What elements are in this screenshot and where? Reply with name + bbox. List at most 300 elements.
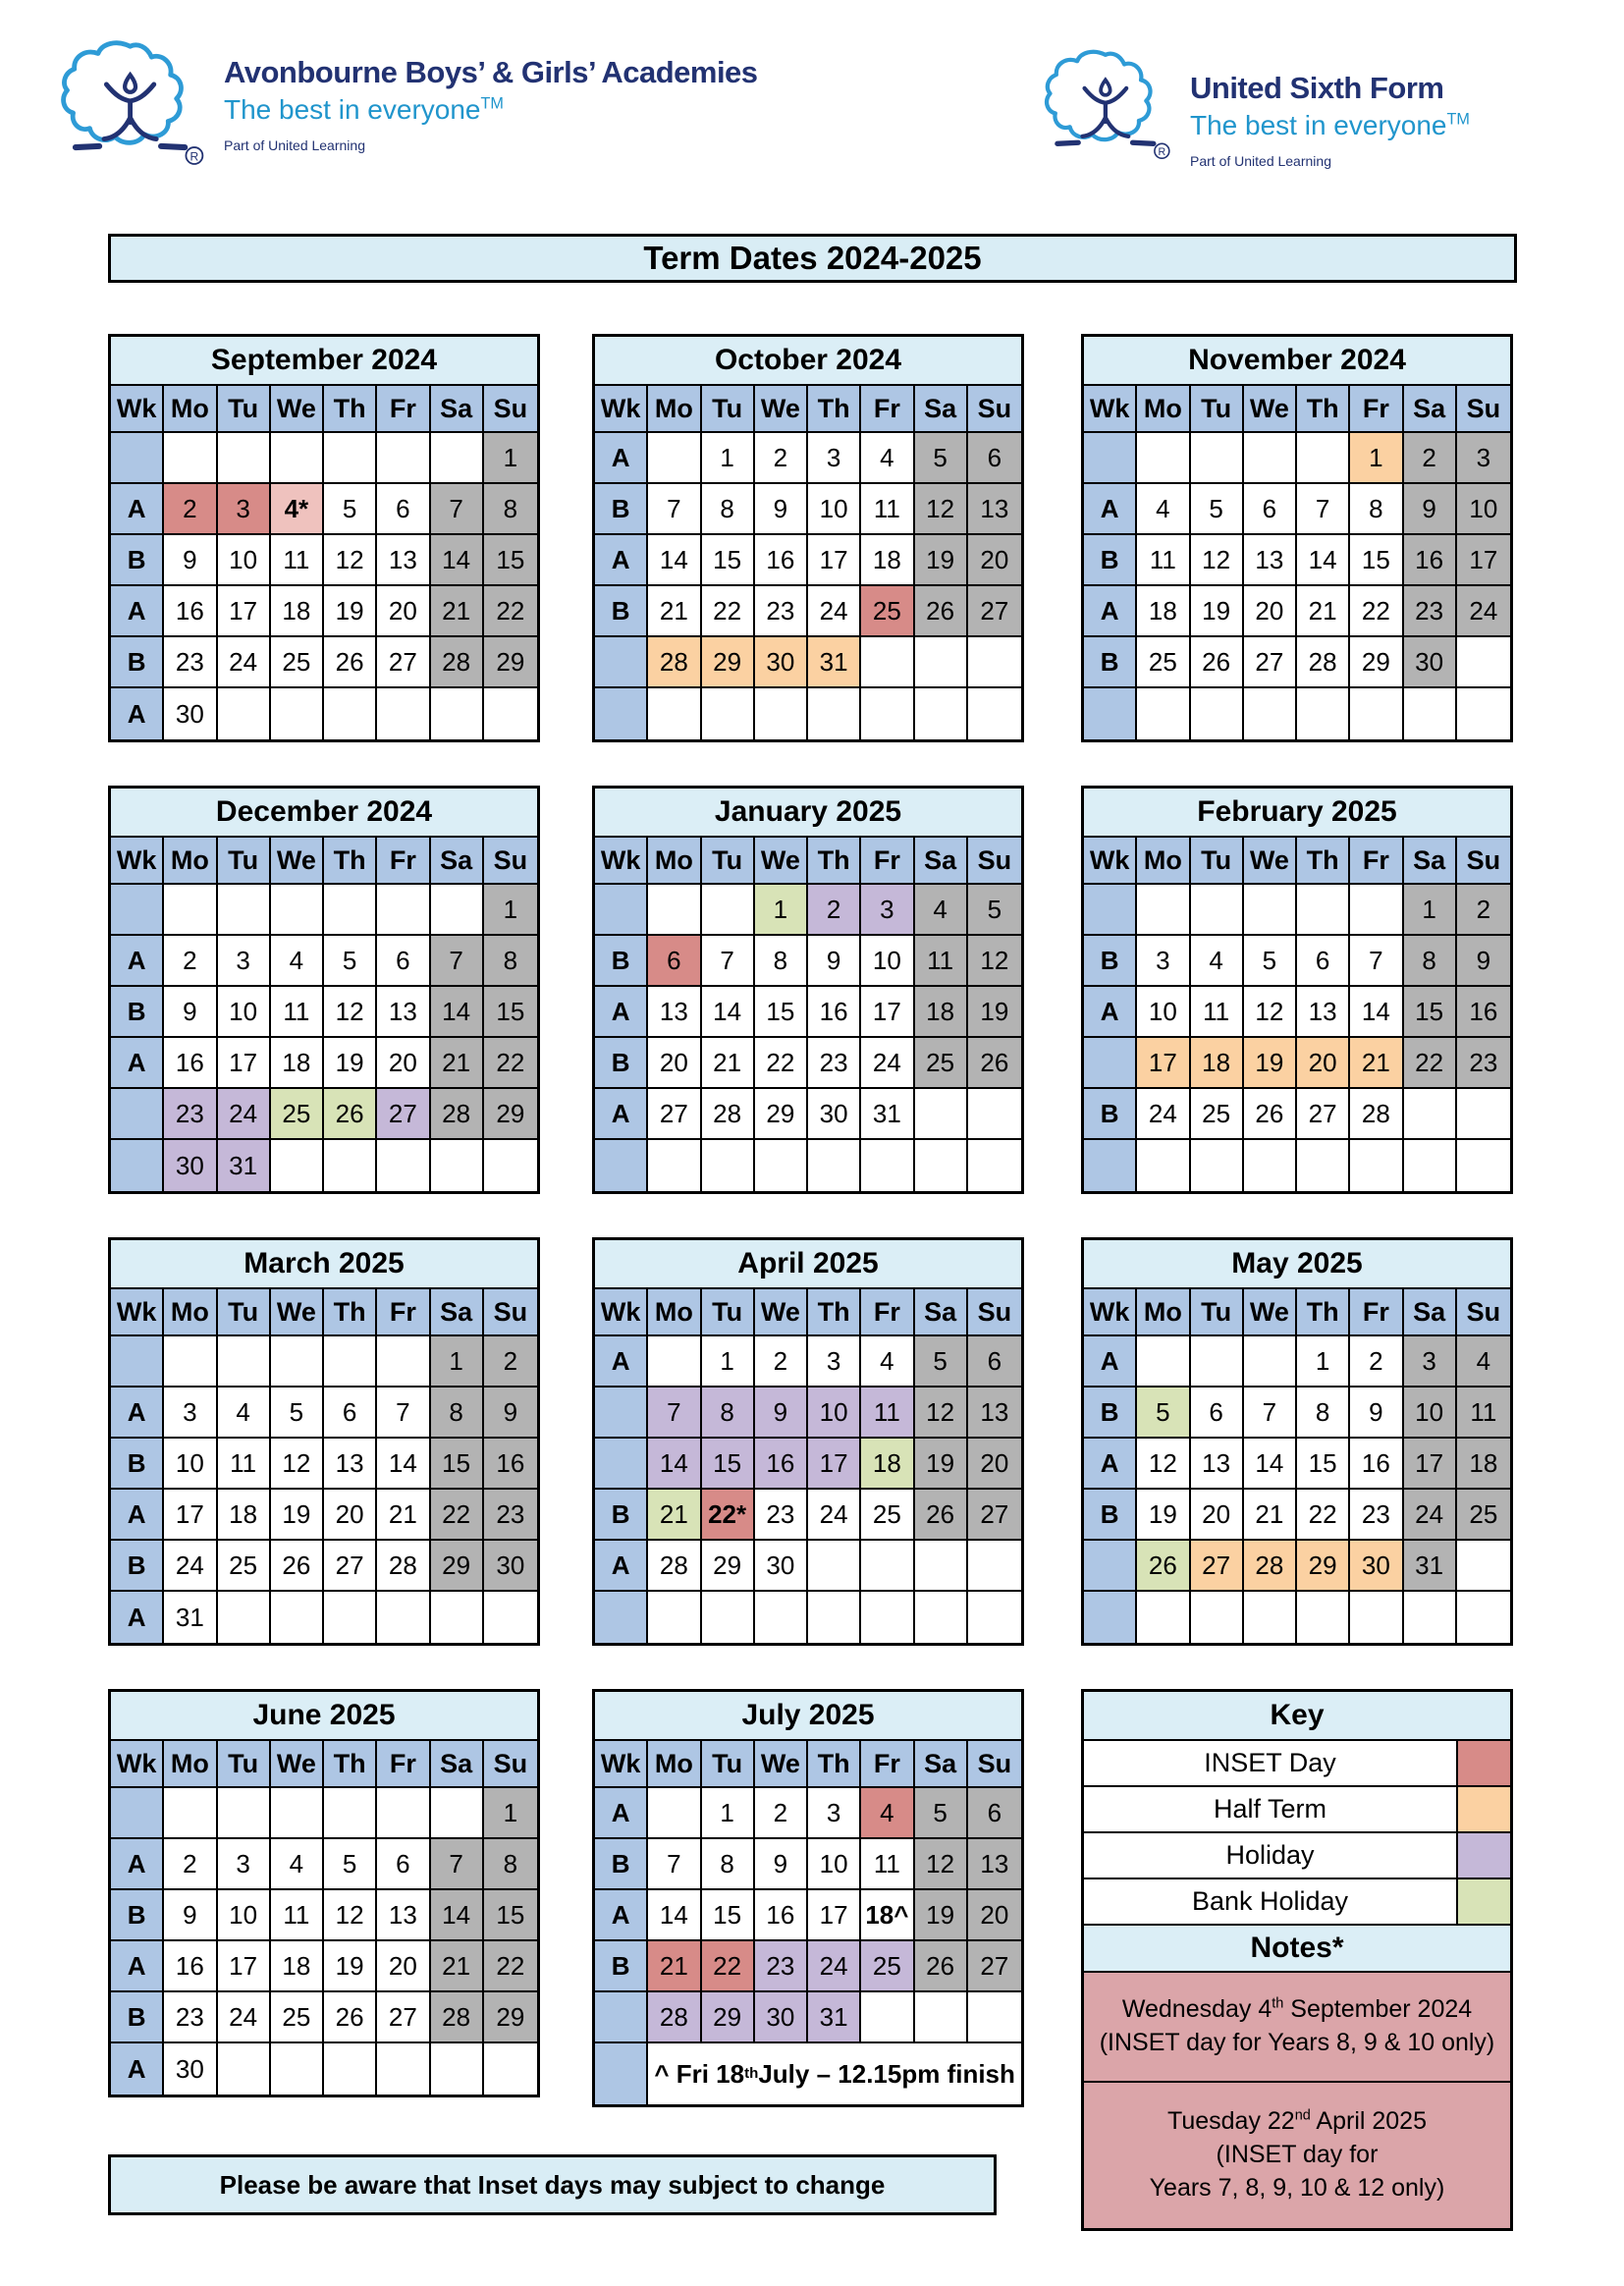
day-cell: 2 (808, 885, 861, 936)
day-cell: 17 (1457, 535, 1510, 586)
day-cell: 10 (808, 1388, 861, 1439)
week-label-cell: A (111, 586, 164, 637)
week-label-cell (1084, 885, 1137, 936)
day-cell: 15 (484, 535, 537, 586)
day-cell: 20 (1244, 586, 1297, 637)
day-cell: 24 (164, 1541, 217, 1592)
day-cell: 20 (1297, 1038, 1350, 1089)
week-label-cell: B (1084, 1089, 1137, 1140)
day-cell: 3 (808, 433, 861, 484)
day-cell: 20 (324, 1490, 377, 1541)
week-label-cell: A (111, 1038, 164, 1089)
day-cell: 29 (755, 1089, 808, 1140)
day-cell: 20 (377, 1941, 430, 1992)
day-cell (1137, 1336, 1190, 1388)
day-cell: 15 (755, 987, 808, 1038)
day-cell: 9 (164, 1890, 217, 1941)
day-cell (702, 688, 755, 739)
avonbourne-logo-title: Avonbourne Boys’ & Girls’ Academies (224, 55, 758, 89)
day-cell: 22 (1404, 1038, 1457, 1089)
inset-note-1 (1084, 1973, 1510, 2083)
key-row-half-term (1084, 1787, 1510, 1833)
day-cell (1457, 637, 1510, 688)
day-cell: 4 (915, 885, 968, 936)
day-header-cell: Wk (111, 1741, 164, 1788)
day-cell: 11 (271, 987, 324, 1038)
day-header-cell: Th (1297, 386, 1350, 433)
day-cell: 16 (808, 987, 861, 1038)
day-cell (968, 1140, 1021, 1191)
day-cell: 29 (484, 637, 537, 688)
day-cell: 3 (164, 1388, 217, 1439)
day-cell: 25 (861, 1490, 914, 1541)
day-cell: 11 (1137, 535, 1190, 586)
day-cell (808, 688, 861, 739)
day-cell: 18 (271, 586, 324, 637)
day-cell: 16 (164, 586, 217, 637)
day-cell: 17 (808, 1439, 861, 1490)
day-cell: 30 (164, 688, 217, 739)
day-cell (377, 433, 430, 484)
day-cell: 21 (1350, 1038, 1403, 1089)
day-cell (968, 1089, 1021, 1140)
day-header-cell: Su (1457, 838, 1510, 885)
week-label-cell (1084, 1140, 1137, 1191)
day-cell (968, 688, 1021, 739)
day-cell: 19 (1244, 1038, 1297, 1089)
day-cell: 1 (1297, 1336, 1350, 1388)
day-header-cell: Tu (218, 1289, 271, 1336)
day-cell (1457, 1592, 1510, 1643)
day-header-cell: Sa (915, 1289, 968, 1336)
day-cell (377, 1336, 430, 1388)
day-header-cell: Fr (377, 386, 430, 433)
day-cell: 1 (755, 885, 808, 936)
month-march-2025 (108, 1237, 540, 1646)
day-cell: 1 (702, 1336, 755, 1388)
day-header-cell: Fr (861, 386, 914, 433)
month-title: April 2025 (595, 1240, 1021, 1289)
day-cell: 19 (1191, 586, 1244, 637)
day-cell: 21 (648, 1490, 701, 1541)
week-label-cell: B (1084, 1388, 1137, 1439)
week-label-cell: A (595, 1336, 648, 1388)
day-cell (218, 433, 271, 484)
day-cell: 1 (1404, 885, 1457, 936)
day-cell: 25 (1137, 637, 1190, 688)
day-cell (755, 1140, 808, 1191)
month-title: May 2025 (1084, 1240, 1510, 1289)
day-cell: 30 (484, 1541, 537, 1592)
day-cell: 17 (1137, 1038, 1190, 1089)
day-cell: 27 (377, 1089, 430, 1140)
day-header-cell: Mo (164, 386, 217, 433)
day-cell (861, 637, 914, 688)
day-cell (808, 1140, 861, 1191)
day-header-cell: Wk (595, 386, 648, 433)
week-label-cell: A (111, 936, 164, 987)
day-cell: 15 (702, 1439, 755, 1490)
day-cell: 11 (861, 1388, 914, 1439)
day-cell (1350, 688, 1403, 739)
day-header-cell: Su (484, 386, 537, 433)
day-cell: 21 (648, 1941, 701, 1992)
week-label-cell: B (111, 1992, 164, 2043)
day-cell: 24 (1457, 586, 1510, 637)
day-cell: 10 (1404, 1388, 1457, 1439)
day-cell (861, 1140, 914, 1191)
day-cell: 2 (755, 1336, 808, 1388)
day-cell: 13 (1297, 987, 1350, 1038)
day-header-cell: Th (324, 1741, 377, 1788)
day-cell (915, 1992, 968, 2043)
month-november-2024 (1081, 334, 1513, 742)
day-cell: 27 (648, 1089, 701, 1140)
week-label-cell: A (1084, 586, 1137, 637)
day-header-cell: Fr (1350, 1289, 1403, 1336)
united-sixth-form-logo (1043, 43, 1470, 169)
day-header-cell: Fr (1350, 838, 1403, 885)
day-cell: 23 (164, 637, 217, 688)
day-cell: 23 (755, 1490, 808, 1541)
day-cell: 4 (1191, 936, 1244, 987)
month-june-2025 (108, 1689, 540, 2097)
day-cell (1244, 433, 1297, 484)
day-header-cell: Wk (595, 838, 648, 885)
day-cell (915, 1541, 968, 1592)
week-label-cell: A (595, 433, 648, 484)
day-cell: 11 (861, 484, 914, 535)
day-cell: 10 (1457, 484, 1510, 535)
day-cell: 25 (271, 1089, 324, 1140)
sixth-form-logo-text (1190, 43, 1470, 169)
day-cell: 14 (431, 987, 484, 1038)
month-title: September 2024 (111, 337, 537, 386)
day-cell: 11 (1457, 1388, 1510, 1439)
week-label-cell: B (595, 1038, 648, 1089)
day-header-cell: Tu (702, 386, 755, 433)
day-cell: 28 (431, 1992, 484, 2043)
day-cell: 1 (702, 1788, 755, 1839)
day-cell: 11 (271, 1890, 324, 1941)
day-cell: 3 (1457, 433, 1510, 484)
day-cell (1244, 688, 1297, 739)
week-label-cell: A (1084, 1336, 1137, 1388)
month-january-2025 (592, 786, 1024, 1194)
week-label-cell (111, 1140, 164, 1191)
day-cell: 28 (648, 1992, 701, 2043)
sixth-form-logo-title: United Sixth Form (1190, 71, 1444, 105)
day-cell: 20 (648, 1038, 701, 1089)
day-cell: 7 (1244, 1388, 1297, 1439)
day-cell: 8 (1350, 484, 1403, 535)
week-label-cell (595, 2043, 648, 2104)
day-header-cell: Mo (1137, 1289, 1190, 1336)
day-cell: 16 (755, 535, 808, 586)
avonbourne-logo (59, 33, 758, 176)
day-header-cell: Su (1457, 1289, 1510, 1336)
day-cell: 5 (915, 1336, 968, 1388)
day-cell (431, 885, 484, 936)
day-cell: 4 (861, 1788, 914, 1839)
day-cell: 29 (702, 637, 755, 688)
day-header-cell: We (271, 838, 324, 885)
day-header-cell: Tu (1191, 1289, 1244, 1336)
month-title: June 2025 (111, 1692, 537, 1741)
day-cell: 20 (968, 1890, 1021, 1941)
day-header-cell: Th (324, 386, 377, 433)
week-label-cell (111, 1089, 164, 1140)
day-cell (915, 637, 968, 688)
day-cell: 16 (164, 1941, 217, 1992)
week-label-cell (595, 637, 648, 688)
day-cell (324, 1592, 377, 1643)
day-cell: 27 (968, 1490, 1021, 1541)
week-label-cell (1084, 1592, 1137, 1643)
day-cell: 8 (431, 1388, 484, 1439)
day-cell (1244, 1140, 1297, 1191)
day-header-cell: Su (484, 1289, 537, 1336)
week-label-cell: A (111, 1592, 164, 1643)
note-boxes (1084, 1973, 1510, 2228)
week-label-cell (595, 1388, 648, 1439)
day-cell: 12 (1191, 535, 1244, 586)
day-cell: 13 (1244, 535, 1297, 586)
day-cell (1297, 885, 1350, 936)
day-cell: 30 (755, 637, 808, 688)
day-cell: 30 (164, 1140, 217, 1191)
day-cell (648, 1788, 701, 1839)
day-header-cell: Sa (915, 1741, 968, 1788)
day-cell (324, 433, 377, 484)
day-cell: 30 (808, 1089, 861, 1140)
day-cell: 22 (1350, 586, 1403, 637)
day-cell: 10 (1137, 987, 1190, 1038)
day-cell: 18 (271, 1941, 324, 1992)
day-header-cell: We (271, 1289, 324, 1336)
day-cell (324, 688, 377, 739)
day-cell: 18 (1137, 586, 1190, 637)
day-cell: 18 (271, 1038, 324, 1089)
day-cell: 24 (1404, 1490, 1457, 1541)
day-cell: 24 (218, 637, 271, 688)
day-cell: 17 (808, 535, 861, 586)
day-cell: 5 (1137, 1388, 1190, 1439)
week-label-cell: B (111, 1439, 164, 1490)
day-cell: 2 (1404, 433, 1457, 484)
day-header-cell: Mo (1137, 838, 1190, 885)
day-cell: 25 (915, 1038, 968, 1089)
day-cell: 31 (1404, 1541, 1457, 1592)
month-title: July 2025 (595, 1692, 1021, 1741)
day-cell: 8 (702, 1839, 755, 1890)
day-cell: 6 (324, 1388, 377, 1439)
day-header-cell: Su (484, 1741, 537, 1788)
month-september-2024 (108, 334, 540, 742)
day-cell: 13 (1191, 1439, 1244, 1490)
day-cell (808, 1592, 861, 1643)
day-cell: 14 (1297, 535, 1350, 586)
week-label-cell: A (1084, 987, 1137, 1038)
day-cell (1191, 688, 1244, 739)
day-cell: 30 (755, 1992, 808, 2043)
week-label-cell (595, 885, 648, 936)
day-cell: 21 (1297, 586, 1350, 637)
day-cell: 3 (218, 1839, 271, 1890)
day-cell: 19 (324, 586, 377, 637)
day-cell: 5 (324, 936, 377, 987)
day-cell (271, 1788, 324, 1839)
week-label-cell: A (111, 1388, 164, 1439)
day-cell: 25 (1191, 1089, 1244, 1140)
day-cell: 16 (164, 1038, 217, 1089)
day-cell: 7 (431, 936, 484, 987)
day-cell (484, 688, 537, 739)
key-rows (1084, 1741, 1510, 1926)
day-cell: 19 (915, 1439, 968, 1490)
day-cell: 26 (1244, 1089, 1297, 1140)
day-cell: 27 (1191, 1541, 1244, 1592)
week-label-cell: A (1084, 1439, 1137, 1490)
day-header-cell: Th (808, 1289, 861, 1336)
page-title: Term Dates 2024-2025 (108, 234, 1517, 283)
day-cell (648, 885, 701, 936)
day-cell: 24 (218, 1089, 271, 1140)
day-header-cell: Tu (702, 1741, 755, 1788)
day-cell: 3 (1404, 1336, 1457, 1388)
month-december-2024 (108, 786, 540, 1194)
day-header-cell: Su (968, 838, 1021, 885)
month-may-2025 (1081, 1237, 1513, 1646)
day-cell: 27 (968, 1941, 1021, 1992)
day-cell: 6 (1244, 484, 1297, 535)
day-header-cell: Mo (1137, 386, 1190, 433)
day-cell (1137, 688, 1190, 739)
day-cell (1457, 1140, 1510, 1191)
week-label-cell: B (111, 1890, 164, 1941)
week-label-cell: A (111, 484, 164, 535)
day-cell: 4 (1137, 484, 1190, 535)
day-cell: 29 (702, 1541, 755, 1592)
school-logo-tree-icon (59, 33, 206, 176)
day-cell: 30 (755, 1541, 808, 1592)
key-label: Half Term (1084, 1787, 1456, 1831)
day-header-cell: Fr (861, 1741, 914, 1788)
day-cell: 22 (702, 586, 755, 637)
day-cell: 31 (164, 1592, 217, 1643)
day-cell: 20 (968, 1439, 1021, 1490)
inset-note-text: Wednesday 4th September 2024 (INSET day for Years 8, 9 & 10 only) (1099, 1995, 1495, 2056)
sixth-form-logo-subtitle: Part of United Learning (1190, 153, 1331, 169)
day-cell: 12 (324, 987, 377, 1038)
day-cell: 15 (702, 535, 755, 586)
day-cell: 2 (755, 433, 808, 484)
day-cell: 5 (324, 484, 377, 535)
month-title: January 2025 (595, 789, 1021, 838)
day-cell: 26 (915, 1490, 968, 1541)
day-cell: 13 (377, 987, 430, 1038)
day-cell (164, 433, 217, 484)
footer-note: Please be aware that Inset days may subject to change (108, 2154, 997, 2215)
day-header-cell: Th (1297, 838, 1350, 885)
week-label-cell: A (111, 1839, 164, 1890)
day-cell (377, 1788, 430, 1839)
week-label-cell: B (595, 1490, 648, 1541)
key-label: INSET Day (1084, 1741, 1456, 1785)
day-cell (1404, 688, 1457, 739)
week-label-cell: B (1084, 535, 1137, 586)
week-label-cell: B (595, 1839, 648, 1890)
day-cell: 4 (861, 433, 914, 484)
day-header-cell: Tu (218, 1741, 271, 1788)
day-cell: 24 (218, 1992, 271, 2043)
day-cell (1404, 1140, 1457, 1191)
day-cell: 21 (1244, 1490, 1297, 1541)
day-header-cell: Fr (377, 1289, 430, 1336)
day-cell: 11 (1191, 987, 1244, 1038)
day-cell (377, 2043, 430, 2095)
day-cell: 2 (484, 1336, 537, 1388)
day-header-cell: Sa (915, 386, 968, 433)
week-label-cell: A (111, 1490, 164, 1541)
day-cell: 28 (431, 1089, 484, 1140)
day-header-cell: Th (1297, 1289, 1350, 1336)
day-cell: 31 (218, 1140, 271, 1191)
month-april-2025 (592, 1237, 1024, 1646)
trademark-mark: TM (1446, 110, 1470, 129)
day-cell: 4 (1457, 1336, 1510, 1388)
day-cell: 17 (861, 987, 914, 1038)
day-cell: 12 (324, 535, 377, 586)
day-cell: 6 (377, 1839, 430, 1890)
day-header-cell: We (755, 386, 808, 433)
day-cell: 19 (915, 535, 968, 586)
day-cell: 14 (1350, 987, 1403, 1038)
key-swatch-bank-holiday (1456, 1879, 1510, 1924)
day-cell: 12 (968, 936, 1021, 987)
day-cell: 3 (218, 484, 271, 535)
day-cell: 28 (377, 1541, 430, 1592)
day-cell: 5 (271, 1388, 324, 1439)
day-cell: 6 (377, 936, 430, 987)
day-cell: 28 (648, 637, 701, 688)
week-label-cell (595, 1439, 648, 1490)
week-label-cell: B (1084, 1490, 1137, 1541)
day-cell: 7 (377, 1388, 430, 1439)
day-cell: 1 (702, 433, 755, 484)
day-cell: 15 (484, 1890, 537, 1941)
week-label-cell: B (1084, 637, 1137, 688)
day-cell: 15 (431, 1439, 484, 1490)
day-cell: 5 (915, 433, 968, 484)
day-header-cell: Su (1457, 386, 1510, 433)
day-cell: 29 (702, 1992, 755, 2043)
day-cell: 31 (861, 1089, 914, 1140)
day-cell: 21 (431, 1941, 484, 1992)
week-label-cell (595, 1140, 648, 1191)
day-cell: 24 (808, 586, 861, 637)
day-cell: 20 (377, 586, 430, 637)
day-cell: 26 (324, 1992, 377, 2043)
day-header-cell: Fr (377, 838, 430, 885)
week-label-cell: A (595, 1089, 648, 1140)
week-label-cell (1084, 1038, 1137, 1089)
day-cell (648, 1336, 701, 1388)
day-cell: 4 (271, 1839, 324, 1890)
day-cell: 26 (324, 637, 377, 688)
day-cell: 10 (218, 987, 271, 1038)
day-cell: 1 (1350, 433, 1403, 484)
